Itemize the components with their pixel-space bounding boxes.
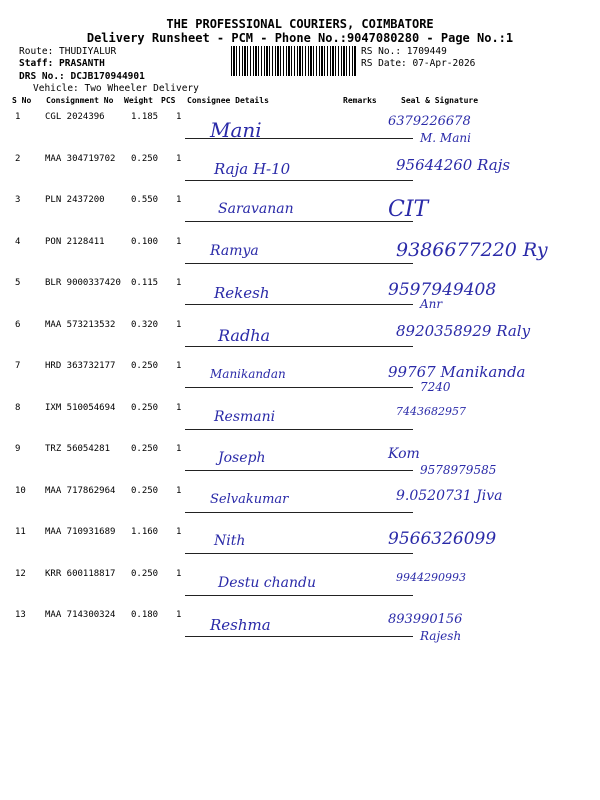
column-header-signature: Seal & Signature <box>401 96 479 105</box>
column-header-weight: Weight <box>124 96 153 105</box>
signature-handwriting-secondary: M. Mani <box>420 131 471 145</box>
row-sno: 9 <box>15 444 21 454</box>
staff-label: Staff: PRASANTH <box>19 58 105 69</box>
row-weight: 0.250 <box>131 403 159 413</box>
row-pcs: 1 <box>176 486 182 496</box>
signature-handwriting-secondary: 9578979585 <box>420 463 497 477</box>
consignee-handwritten-name: Resmani <box>214 409 276 425</box>
company-title: THE PROFESSIONAL COURIERS, COIMBATORE <box>166 17 434 31</box>
column-header-remarks: Remarks <box>343 96 377 105</box>
row-weight: 0.320 <box>131 320 159 330</box>
rs-no-label: RS No.: 1709449 <box>361 46 447 57</box>
row-sno: 11 <box>15 527 26 537</box>
consignee-line <box>185 180 413 181</box>
row-consignment-no: MAA 573213532 <box>45 320 116 330</box>
row-pcs: 1 <box>176 237 182 247</box>
vehicle-label: Vehicle: Two Wheeler Delivery <box>33 83 199 94</box>
row-weight: 0.250 <box>131 569 159 579</box>
row-sno: 8 <box>15 403 21 413</box>
signature-handwriting: Kom <box>388 446 420 462</box>
barcode <box>231 46 357 76</box>
route-label: Route: THUDIYALUR <box>19 46 117 57</box>
consignee-line <box>185 387 413 388</box>
row-weight: 0.100 <box>131 237 159 247</box>
row-sno: 12 <box>15 569 26 579</box>
consignee-line <box>185 470 413 471</box>
row-weight: 0.250 <box>131 361 159 371</box>
row-pcs: 1 <box>176 444 182 454</box>
row-pcs: 1 <box>176 361 182 371</box>
row-consignment-no: CGL 2024396 <box>45 112 105 122</box>
row-consignment-no: MAA 717862964 <box>45 486 116 496</box>
consignee-handwritten-name: Destu chandu <box>218 575 316 591</box>
row-pcs: 1 <box>176 112 182 122</box>
row-weight: 0.550 <box>131 195 159 205</box>
column-header-sno: S No <box>12 96 32 105</box>
row-weight: 0.180 <box>131 610 159 620</box>
consignee-line <box>185 346 413 347</box>
row-consignment-no: IXM 510054694 <box>45 403 116 413</box>
row-consignment-no: HRD 363732177 <box>45 361 116 371</box>
consignee-handwritten-name: Rekesh <box>214 284 270 302</box>
signature-handwriting-secondary: Anr <box>420 297 443 311</box>
row-sno: 7 <box>15 361 21 371</box>
row-pcs: 1 <box>176 195 182 205</box>
consignee-handwritten-name: Selvakumar <box>210 492 289 507</box>
row-weight: 1.160 <box>131 527 159 537</box>
consignee-line <box>185 304 413 305</box>
signature-handwriting: 6379226678 <box>388 114 471 129</box>
row-weight: 0.250 <box>131 444 159 454</box>
signature-handwriting: 95644260 Rajs <box>396 156 511 174</box>
row-consignment-no: MAA 714300324 <box>45 610 116 620</box>
row-consignment-no: BLR 9000337420 <box>45 278 121 288</box>
signature-handwriting: 9944290993 <box>396 571 466 584</box>
row-pcs: 1 <box>176 320 182 330</box>
consignee-handwritten-name: Raja H-10 <box>214 160 291 178</box>
row-pcs: 1 <box>176 569 182 579</box>
signature-handwriting: 7443682957 <box>396 405 466 418</box>
consignee-line <box>185 636 413 637</box>
row-consignment-no: MAA 304719702 <box>45 154 116 164</box>
consignee-handwritten-name: Joseph <box>218 450 266 466</box>
runsheet-subtitle: Delivery Runsheet - PCM - Phone No.:9047080280 - Page No.:1 <box>86 31 514 45</box>
signature-handwriting: 893990156 <box>388 612 463 627</box>
row-pcs: 1 <box>176 278 182 288</box>
row-sno: 3 <box>15 195 21 205</box>
signature-handwriting: CIT <box>388 197 429 222</box>
consignee-handwritten-name: Reshma <box>210 616 271 634</box>
signature-handwriting: 9566326099 <box>388 529 497 549</box>
row-pcs: 1 <box>176 403 182 413</box>
row-sno: 5 <box>15 278 21 288</box>
row-weight: 0.250 <box>131 486 159 496</box>
consignee-line <box>185 553 413 554</box>
column-header-consignment: Consignment No <box>46 96 114 105</box>
drs-label: DRS No.: DCJB170944901 <box>19 71 145 82</box>
row-consignment-no: KRR 600118817 <box>45 569 116 579</box>
signature-handwriting: 8920358929 Raly <box>396 322 531 340</box>
row-sno: 6 <box>15 320 21 330</box>
consignee-handwritten-name: Manikandan <box>210 367 286 381</box>
row-consignment-no: TRZ 56054281 <box>45 444 111 454</box>
row-weight: 0.250 <box>131 154 159 164</box>
row-sno: 10 <box>15 486 26 496</box>
consignee-handwritten-name: Ramya <box>210 243 259 259</box>
consignee-line <box>185 512 413 513</box>
column-header-consignee: Consignee Details <box>187 96 269 105</box>
consignee-handwritten-name: Radha <box>218 326 271 345</box>
column-header-pcs: PCS <box>161 96 176 105</box>
row-sno: 2 <box>15 154 21 164</box>
consignee-handwritten-name: Mani <box>210 118 262 142</box>
row-consignment-no: PON 2128411 <box>45 237 105 247</box>
signature-handwriting-secondary: 7240 <box>420 380 451 394</box>
consignee-line <box>185 595 413 596</box>
signature-handwriting: 9.0520731 Jiva <box>396 488 503 504</box>
row-sno: 1 <box>15 112 21 122</box>
signature-handwriting-secondary: Rajesh <box>420 629 462 643</box>
row-weight: 0.115 <box>131 278 159 288</box>
row-weight: 1.185 <box>131 112 159 122</box>
row-pcs: 1 <box>176 610 182 620</box>
row-pcs: 1 <box>176 154 182 164</box>
row-consignment-no: PLN 2437200 <box>45 195 105 205</box>
signature-handwriting: 9597949408 <box>388 280 497 300</box>
consignee-line <box>185 221 413 222</box>
consignee-handwritten-name: Nith <box>214 533 246 549</box>
rs-date-label: RS Date: 07-Apr-2026 <box>361 58 476 69</box>
row-pcs: 1 <box>176 527 182 537</box>
row-sno: 13 <box>15 610 26 620</box>
signature-handwriting: 99767 Manikanda <box>388 363 526 381</box>
row-sno: 4 <box>15 237 21 247</box>
signature-handwriting: 9386677220 Ry <box>396 239 548 261</box>
row-consignment-no: MAA 710931689 <box>45 527 116 537</box>
consignee-handwritten-name: Saravanan <box>218 201 294 217</box>
consignee-line <box>185 263 413 264</box>
consignee-line <box>185 429 413 430</box>
